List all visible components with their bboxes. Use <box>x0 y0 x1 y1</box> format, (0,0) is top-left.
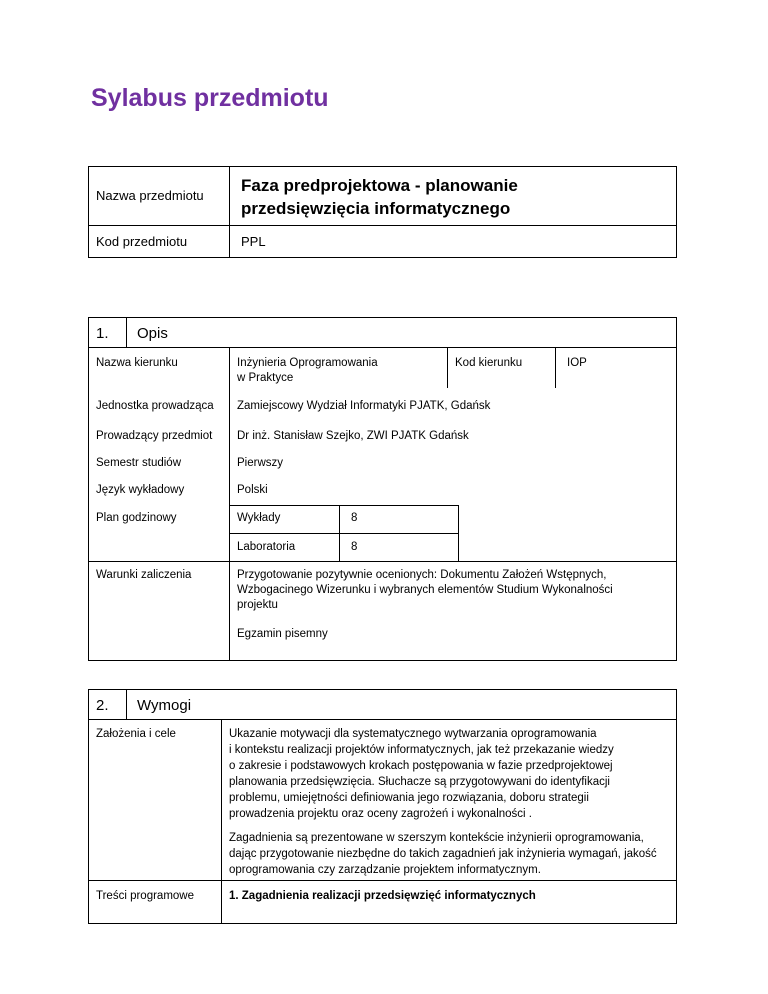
goals-line: problemu, umiejętności definiowania jego rozwiązania, doboru strategii <box>229 792 589 804</box>
field-name-value: Inżynieria Oprogramowania <box>237 357 378 369</box>
course-name-label: Nazwa przedmiotu <box>96 188 204 203</box>
field-name-label: Nazwa kierunku <box>96 357 178 369</box>
language-value: Polski <box>237 484 268 496</box>
course-name-value: Faza predprojektowa - planowanie <box>241 176 518 195</box>
content-label: Treści programowe <box>96 890 194 902</box>
goals-line: Ukazanie motywacji dla systematycznego wytwarzania oprogramowania <box>229 728 597 740</box>
goals-label: Założenia i cele <box>96 728 176 740</box>
section1-number: 1. <box>96 325 109 342</box>
goals-line: dając przygotowanie niezbędne do takich zagadnień jak inżynieria wymagań, jakość <box>229 848 657 860</box>
section2-title: Wymogi <box>137 697 192 714</box>
hours-lectures-type: Wykłady <box>237 512 281 524</box>
conditions-line: Przygotowanie pozytywnie ocenionych: Dokumentu Założeń Wstępnych, <box>237 569 607 581</box>
hours-labs-type: Laboratoria <box>237 541 296 553</box>
goals-line: oprogramowania czy zarządzanie projektem informatycznym. <box>229 864 541 876</box>
goals-line: planowania przedsięwzięcia. Słuchacze są przygotowywani do identyfikacji <box>229 776 610 788</box>
content-first-item: 1. Zagadnienia realizacji przedsięwzięć informatycznych <box>229 890 536 902</box>
field-name-value-line2: w Praktyce <box>237 372 294 384</box>
goals-line: Zagadnienia są prezentowane w szerszym kontekście inżynierii oprogramowania, <box>229 832 644 844</box>
hours-labs-count: 8 <box>351 541 358 553</box>
hours-lectures-count: 8 <box>351 512 358 524</box>
course-code-value: PPL <box>241 234 266 249</box>
language-label: Język wykładowy <box>96 484 185 496</box>
section1-title: Opis <box>137 325 168 342</box>
unit-value: Zamiejscowy Wydział Informatyki PJATK, Gdańsk <box>237 400 491 412</box>
conditions-exam: Egzamin pisemny <box>237 628 328 640</box>
conditions-label: Warunki zaliczenia <box>96 569 192 581</box>
field-code-value: IOP <box>567 357 587 369</box>
semester-value: Pierwszy <box>237 457 284 469</box>
goals-line: i kontekstu realizacji projektów informatycznych, jak też przekazanie wiedzy <box>229 744 614 756</box>
course-code-label: Kod przedmiotu <box>96 234 188 249</box>
goals-line: o zakresie i podstawowych krokach postępowania w fazie przedprojektowej <box>229 760 613 772</box>
page-title: Sylabus przedmiotu <box>91 84 329 112</box>
hours-label: Plan godzinowy <box>96 512 177 524</box>
conditions-line: projektu <box>237 599 278 611</box>
goals-line: prowadzenia projektu oraz oceny zagrożeń i wykonalności . <box>229 808 532 820</box>
unit-label: Jednostka prowadząca <box>96 400 214 412</box>
lecturer-label: Prowadzący przedmiot <box>96 430 213 442</box>
semester-label: Semestr studiów <box>96 457 182 469</box>
course-name-value-line2: przedsięwzięcia informatycznego <box>241 199 511 218</box>
section2-number: 2. <box>96 697 109 714</box>
lecturer-value: Dr inż. Stanisław Szejko, ZWI PJATK Gdańsk <box>237 430 469 442</box>
conditions-line: Wzbogacinego Wizerunku i wybranych elementów Studium Wykonalności <box>237 584 613 596</box>
field-code-label: Kod kierunku <box>455 357 523 369</box>
